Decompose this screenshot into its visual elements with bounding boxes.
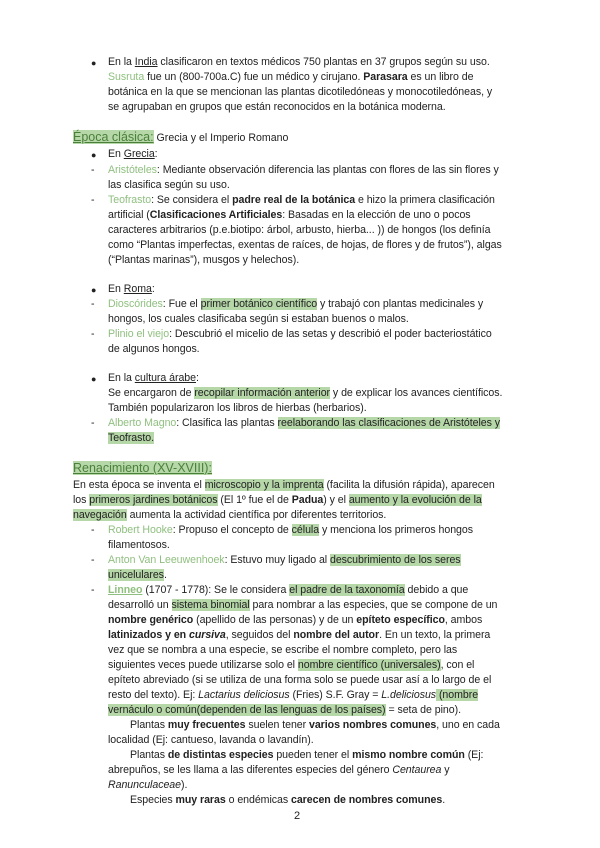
plinio-line-2: de algunos hongos.	[108, 343, 200, 355]
dash-icon: -	[91, 164, 95, 176]
arabe-label: En la cultura árabe:	[108, 372, 199, 384]
teofrasto-line-3: caracteres arbitrarios (p.e.biotipo: árbol, arbusto, hierba... )) de hongos (los definía	[108, 224, 491, 236]
leeuwenhoek-line-1: Anton Van Leeuwenhoek: Estuvo muy ligado al descubrimiento de los seres	[108, 554, 461, 566]
plinio-line-1: Plinio el viejo: Descubrió el micelio de las setas y describió el poder bacteriostático	[108, 328, 492, 340]
distintas-line-1: Plantas de distintas especies pueden tener el mismo nombre común (Ej:	[130, 749, 484, 761]
dash-icon: -	[91, 328, 95, 340]
grecia-label: En Grecia:	[108, 148, 158, 160]
distintas-line-3: Ranunculaceae).	[108, 779, 188, 791]
frecuentes-line-2: localidad (Ej: cantueso, lavanda o lavandín).	[108, 734, 314, 746]
dash-icon: -	[91, 194, 95, 206]
arabe-line-2: También popularizaron los libros de hierbas (herbarios).	[108, 402, 367, 414]
hooke-line-2: filamentosos.	[108, 539, 170, 551]
linneo-line-9: vernáculo o común(dependen de las lenguas de los países) = seta de pino).	[108, 704, 461, 716]
section-heading-renacimiento: Renacimiento (XV-XVIII):	[73, 461, 212, 475]
dash-icon: -	[91, 584, 95, 596]
dioscorides-line-2: hongos, los cuales clasificaba según si estaban buenos o malos.	[108, 313, 409, 325]
frecuentes-line-1: Plantas muy frecuentes suelen tener varios nombres comunes, uno en cada	[130, 719, 500, 731]
raras-line: Especies muy raras o endémicas carecen de nombres comunes.	[130, 794, 446, 806]
roma-label: En Roma:	[108, 283, 155, 295]
page-number: 2	[294, 810, 301, 822]
linneo-line-1: Linneo (1707 - 1778): Se le considera el padre de la taxonomía debido a que	[108, 584, 469, 596]
alberto-line-2: Teofrasto.	[108, 432, 155, 444]
linneo-line-6: siguientes veces puede utilizarse solo el nombre científico (universales), con el	[108, 659, 475, 671]
aristoteles-line-2: las clasifica según su uso.	[108, 179, 230, 191]
dioscorides-line-1: Dioscórides: Fue el primer botánico científico y trabajó con plantas medicinales y	[108, 298, 484, 310]
alberto-line-1: Alberto Magno: Clasifica las plantas reelaborando las clasificaciones de Aristóteles y	[108, 417, 501, 429]
hooke-line-1: Robert Hooke: Propuso el concepto de célula y menciona los primeros hongos	[108, 524, 473, 536]
renacimiento-line-3: navegación aumenta la actividad científica por diferentes territorios.	[73, 509, 387, 521]
india-line-4: se agrupaban en grupos que están reconocidos en la botánica moderna.	[108, 101, 446, 113]
dash-icon: -	[91, 524, 95, 536]
linneo-line-5: vez que se nombra a una especie, se escribe el nombre completo, pero las	[108, 644, 458, 656]
india-line-2: Susruta fue un (800-700a.C) fue un médico y cirujano. Parasara es un libro de	[108, 71, 474, 83]
india-line-1: En la India clasificaron en textos médicos 750 plantas en 37 grupos según su uso.	[108, 56, 490, 68]
renacimiento-line-2: los primeros jardines botánicos (El 1º fue el de Padua) y el aumento y la evolución de la	[73, 494, 482, 506]
bullet-icon: ●	[91, 58, 97, 68]
india-line-3: botánica en la que se mencionan las plantas dicotiledóneas y monocotiledóneas, y	[108, 86, 493, 98]
leeuwenhoek-line-2: unicelulares.	[108, 569, 167, 581]
dash-icon: -	[91, 417, 95, 429]
linneo-line-2: desarrolló un sistema binomial para nombrar a las especies, que se compone de un	[108, 599, 498, 611]
bullet-icon: ●	[91, 285, 97, 295]
section-heading-clasica: Época clásica: Grecia y el Imperio Romano	[73, 130, 289, 144]
bullet-icon: ●	[91, 150, 97, 160]
linneo-line-4: latinizados y en cursiva, seguidos del nombre del autor. En un texto, la primera	[108, 629, 491, 641]
teofrasto-line-5: (“Plantas marinas”), musgos y helechos).	[108, 254, 300, 266]
linneo-line-3: nombre genérico (apellido de las personas) y de un epíteto específico, ambos	[108, 614, 483, 626]
renacimiento-line-1: En esta época se inventa el microscopio y la imprenta (facilita la difusión rápida), aparecen	[73, 479, 495, 491]
linneo-line-8: resto del texto). Ej: Lactarius deliciosus (Fries) S.F. Gray = L.deliciosus (nombre	[108, 689, 479, 701]
dash-icon: -	[91, 298, 95, 310]
distintas-line-2: abrepuños, se les llama a las diferentes especies del género Centaurea y	[108, 764, 450, 776]
linneo-line-7: epíteto abreviado (si se utiliza de una forma solo se puede usar así a lo largo de el	[108, 674, 492, 686]
bullet-icon: ●	[91, 374, 97, 384]
teofrasto-line-1: Teofrasto: Se considera el padre real de la botánica e hizo la primera clasificación	[108, 194, 495, 206]
teofrasto-line-2: artificial (Clasificaciones Artificiales: Basadas en la elección de uno o pocos	[108, 209, 471, 221]
dash-icon: -	[91, 554, 95, 566]
teofrasto-line-4: como “Plantas imperfectas, exentas de raíces, de hojas, de flores y de frutos”), algas	[108, 239, 502, 251]
arabe-line-1: Se encargaron de recopilar información anterior y de explicar los avances científicos.	[108, 387, 503, 399]
aristoteles-line-1: Aristóteles: Mediante observación diferencia las plantas con flores de las sin flores y	[108, 164, 499, 176]
